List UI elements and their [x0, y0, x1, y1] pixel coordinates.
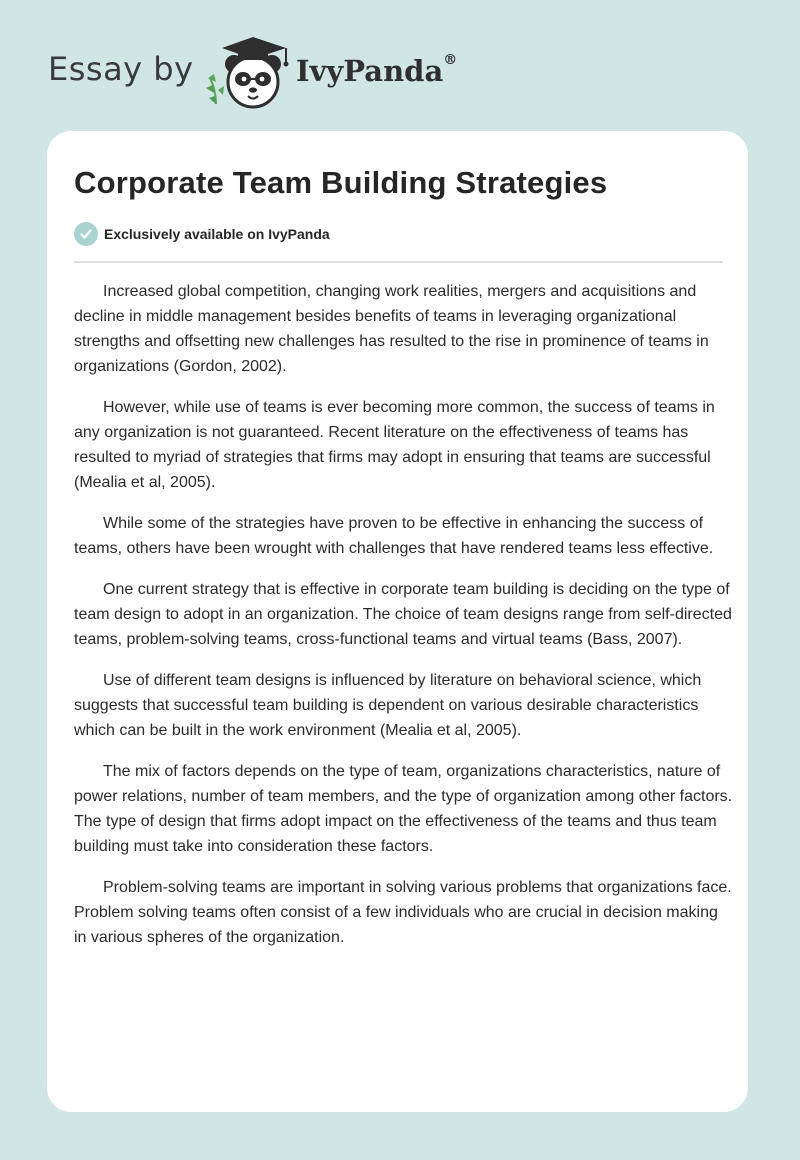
panda-graduate-icon[interactable] [202, 34, 294, 110]
availability-badge [74, 221, 330, 247]
site-header [48, 30, 748, 110]
page-title: Corporate Team Building Strategies [74, 165, 608, 200]
badge-label: Exclusively available on IvyPanda [104, 226, 330, 242]
paragraph: Use of different team designs is influenced by literature on behavioral science, which suggests that successful team building is dependent on various desirable characteristics which can be built in the work environment (Mealia et al, 2005). [74, 672, 702, 739]
brand-prefix: Essay by [48, 50, 194, 88]
article-body [74, 279, 734, 966]
paragraph: However, while use of teams is ever becoming more common, the success of teams in any organization is not guaranteed. Recent literature on the effectiveness of teams has resulted to myriad of strategies that firms may adopt in ensuring that teams are successful (Mealia et al, 2005). [74, 399, 715, 491]
paragraph: Problem-solving teams are important in solving various problems that organizations face. Problem solving teams often consist of a few individuals who are crucial in decision making in various spheres of the organization. [74, 879, 732, 946]
divider [74, 261, 723, 263]
paragraph: One current strategy that is effective in corporate team building is deciding on the type of team design to adopt in an organization. The choice of team designs range from self-directed teams, problem-solving teams, cross-functional teams and virtual teams (Bass, 2007). [74, 581, 732, 648]
paragraph: Increased global competition, changing work realities, mergers and acquisitions and decline in middle management besides benefits of teams in leveraging organizational strengths and offsetting new challenges has resulted to the rise in prominence of teams in organizations (Gordon, 2002). [74, 283, 709, 375]
article-card [47, 131, 748, 1112]
brand-name[interactable]: IvyPanda® [296, 52, 458, 88]
check-circle-icon [74, 222, 98, 246]
paragraph: The mix of factors depends on the type of team, organizations characteristics, nature of power relations, number of team members, and the type of organization among other factors. The type of design that firms adopt impact on the effectiveness of the teams and thus team building must take into consideration these factors. [74, 763, 733, 855]
paragraph: While some of the strategies have proven to be effective in enhancing the success of teams, others have been wrought with challenges that have rendered teams less effective. [74, 515, 714, 557]
